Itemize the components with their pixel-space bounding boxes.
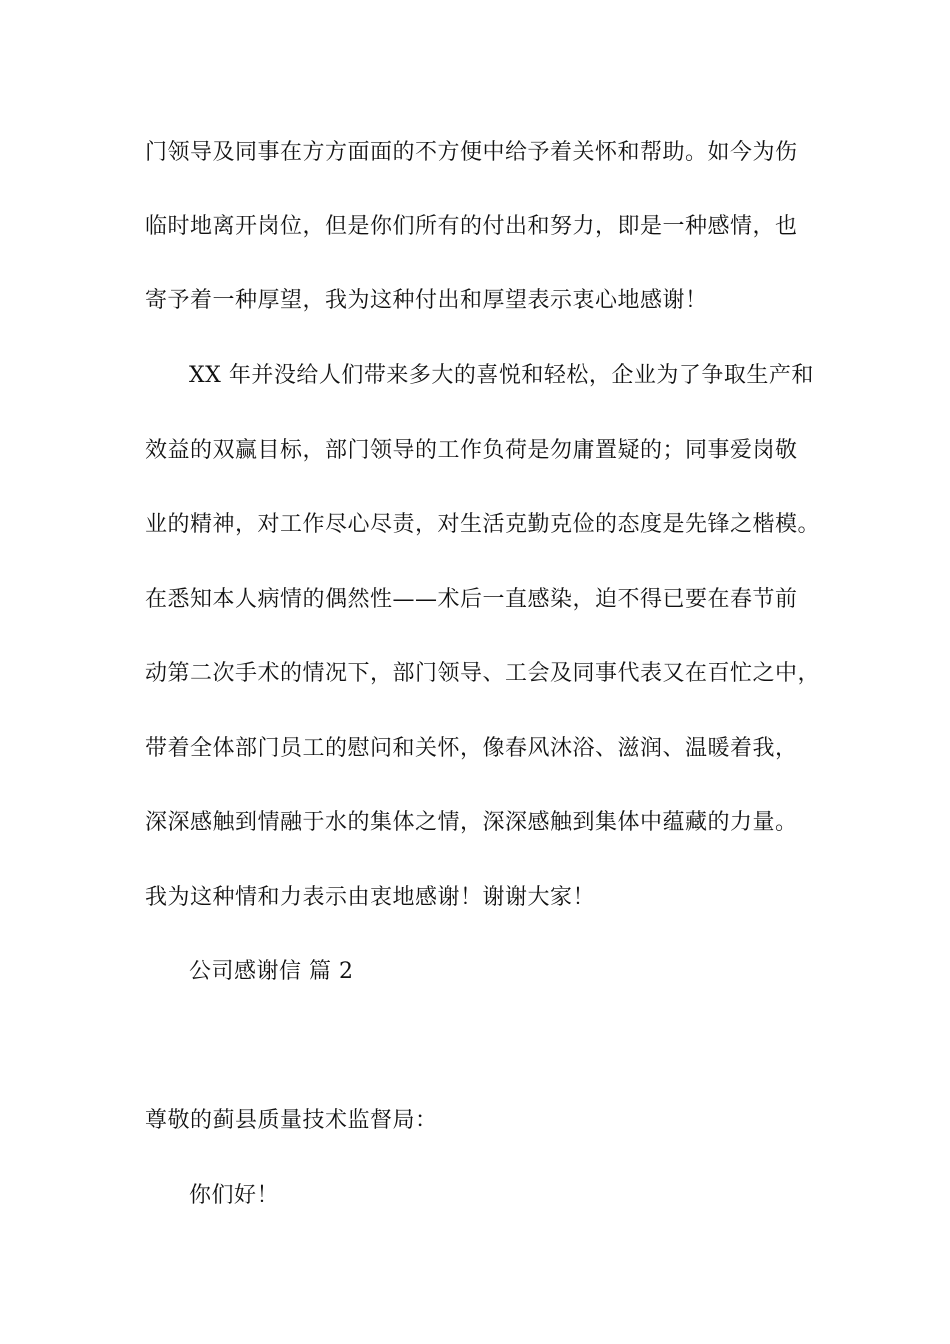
body-line-1: 门领导及同事在方方面面的不方便中给予着关怀和帮助。如今为伤 (145, 140, 798, 165)
body-line-8: 动第二次手术的情况下，部门领导、工会及同事代表又在百忙之中， (145, 661, 821, 686)
body-line-10: 深深感触到情融于水的集体之情，深深感触到集体中蕴藏的力量。 (145, 810, 798, 835)
body-line-6: 业的精神，对工作尽心尽责，对生活克勤克俭的态度是先锋之楷模。 (145, 512, 821, 537)
body-line-4: XX 年并没给人们带来多大的喜悦和轻松，企业为了争取生产和 (189, 363, 814, 388)
greeting: 你们好！ (189, 1183, 280, 1208)
body-line-9: 带着全体部门员工的慰问和关怀，像春风沐浴、滋润、温暖着我， (145, 736, 798, 761)
body-line-5: 效益的双赢目标，部门领导的工作负荷是勿庸置疑的；同事爱岗敬 (145, 438, 798, 463)
body-line-11: 我为这种情和力表示由衷地感谢！谢谢大家！ (145, 885, 596, 910)
body-line-7: 在悉知本人病情的偶然性——术后一直感染，迫不得已要在春节前 (145, 587, 798, 612)
section-heading: 公司感谢信 篇 2 (189, 959, 354, 984)
body-line-2: 临时地离开岗位，但是你们所有的付出和努力，即是一种感情，也 (145, 214, 798, 239)
salutation: 尊敬的蓟县质量技术监督局： (145, 1108, 438, 1133)
body-line-3: 寄予着一种厚望，我为这种付出和厚望表示衷心地感谢！ (145, 288, 708, 313)
